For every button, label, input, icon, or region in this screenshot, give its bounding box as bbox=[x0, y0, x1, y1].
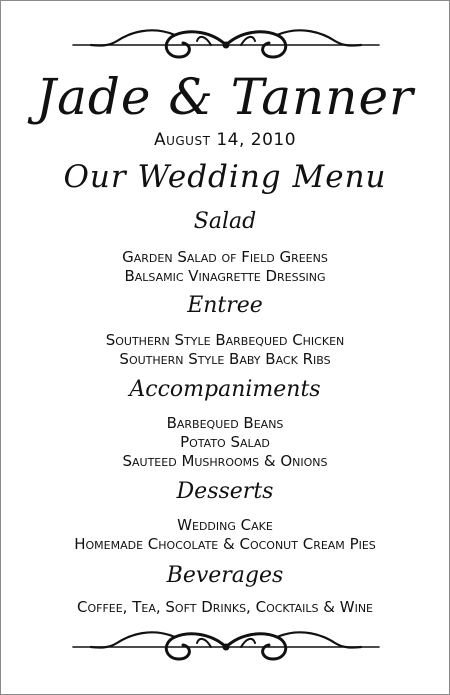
section-title-salad: Salad bbox=[193, 209, 257, 234]
scroll-flourish-icon bbox=[71, 629, 381, 665]
wedding-date: August 14, 2010 bbox=[153, 130, 297, 150]
menu-item: Homemade Chocolate & Coconut Cream Pies bbox=[74, 535, 376, 553]
scroll-flourish-icon bbox=[71, 27, 381, 63]
menu-title: Our Wedding Menu bbox=[63, 159, 387, 195]
menu-item: Balsamic Vinagrette Dressing bbox=[124, 267, 326, 285]
menu-item: Garden Salad of Field Greens bbox=[122, 248, 328, 266]
menu-item: Sauteed Mushrooms & Onions bbox=[122, 452, 328, 470]
menu-item: Southern Style Barbequed Chicken bbox=[105, 331, 345, 349]
menu-item: Coffee, Tea, Soft Drinks, Cocktails & Wine bbox=[77, 598, 373, 616]
section-title-desserts: Desserts bbox=[176, 479, 274, 504]
section-title-accompaniments: Accompaniments bbox=[129, 377, 321, 402]
menu-item: Potato Salad bbox=[180, 433, 270, 451]
couple-names: Jade & Tanner bbox=[36, 68, 414, 126]
section-title-beverages: Beverages bbox=[166, 563, 284, 588]
section-title-entree: Entree bbox=[187, 293, 263, 318]
menu-item: Barbequed Beans bbox=[166, 414, 284, 432]
menu-item: Southern Style Baby Back Ribs bbox=[119, 350, 331, 368]
menu-item: Wedding Cake bbox=[177, 516, 273, 534]
